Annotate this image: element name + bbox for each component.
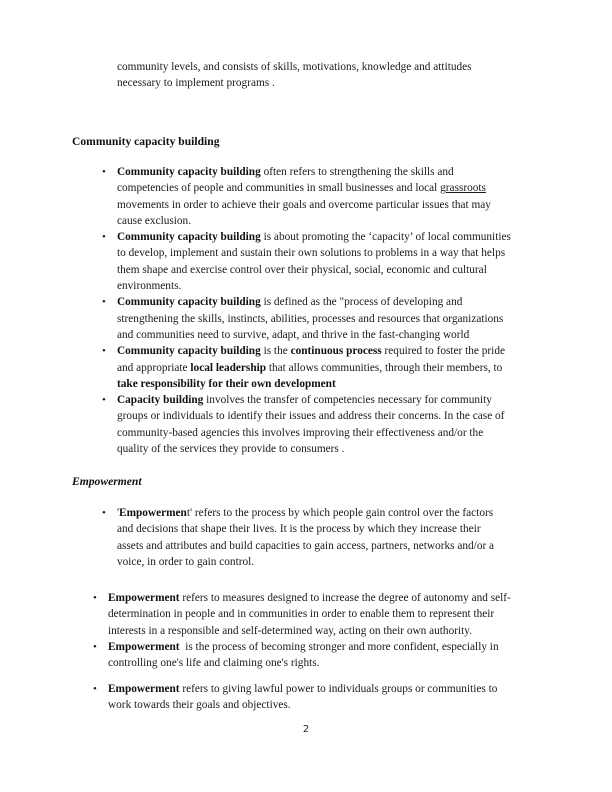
bullet-icon: •	[102, 345, 106, 358]
bold-term: local leadership	[190, 361, 267, 374]
text-line: and communities need to survive, adapt, and thrive in the fast-changing world	[117, 328, 470, 341]
bold-term: Community capacity building	[117, 166, 261, 178]
text-line: community levels, and consists of skills, motivations, knowledge and attitudes	[117, 61, 472, 73]
text-run: involves the transfer of competencies necessary for community	[203, 394, 492, 407]
text-line: quality of the services they provide to consumers .	[117, 443, 345, 456]
bold-term: Empowerment	[108, 592, 180, 604]
list-item	[102, 343, 547, 392]
text-line: determination in people and in communities in order to enable them to represent their	[108, 608, 495, 621]
list-item	[102, 164, 547, 229]
text-line: groups or individuals to identify their issues and address their concerns. In the case of	[117, 410, 505, 423]
list-item	[102, 392, 547, 457]
text-line: interests in a responsible and self-determined way, acting on their own authority.	[108, 624, 473, 637]
text-line	[117, 376, 547, 392]
section-heading-capacity-building: Community capacity building	[72, 135, 220, 148]
text-line: movements in order to achieve their goals and overcome particular issues that may	[117, 198, 491, 211]
bullet-icon: •	[102, 507, 106, 519]
list-item	[93, 639, 548, 672]
bold-term: Community capacity building	[117, 231, 261, 244]
bullet-icon: •	[93, 683, 97, 695]
text-line: and decisions that shape their lives. It is the process by which they increase their	[117, 523, 481, 536]
text-line: necessary to implement programs .	[117, 77, 275, 90]
empowerment-list	[93, 681, 548, 714]
list-item	[102, 294, 547, 343]
bold-term: Empowermen	[119, 507, 187, 519]
text-line	[108, 590, 548, 606]
text-line: work towards their goals and objectives.	[108, 699, 291, 712]
text-line: cause exclusion.	[117, 214, 192, 227]
text-line: environments.	[117, 280, 182, 293]
bold-term: continuous process	[290, 345, 382, 358]
text-line	[117, 180, 547, 196]
text-line: strengthening the skills, instincts, abilities, processes and resources that organizations	[117, 312, 504, 325]
bullet-icon: •	[102, 296, 106, 309]
text-line: to develop, implement and sustain their own solutions to problems in a way that helps	[117, 247, 506, 260]
text-run: competencies of people and communities in small businesses and local	[117, 182, 441, 195]
text-line	[117, 229, 547, 245]
text-run: refers to measures designed to increase the degree of autonomy and self-	[179, 592, 511, 604]
text-run: required to foster the pride	[381, 345, 505, 358]
text-line	[117, 294, 547, 310]
capacity-building-list	[102, 164, 547, 457]
bold-term: take responsibility for their own development	[117, 377, 336, 390]
text-run: '	[117, 507, 120, 519]
text-run: is the	[260, 345, 291, 358]
section-heading-empowerment: Empowerment	[72, 475, 142, 488]
text-line: assets and attributes and build capacities to gain access, partners, networks and/or a	[117, 539, 495, 552]
text-run: t' refers to the process by which people gain control over the factors	[186, 507, 494, 519]
bullet-icon: •	[93, 592, 97, 604]
text-run: is the process of becoming stronger and more confident, especially in	[179, 640, 499, 653]
bullet-icon: •	[102, 166, 106, 178]
text-line	[108, 681, 548, 697]
bold-term: Community capacity building	[117, 296, 261, 309]
text-run: is defined as the "process of developing and	[260, 296, 463, 309]
bold-term: Empowerment	[108, 640, 180, 653]
text-run: that allows communities, through their members, to	[266, 361, 503, 374]
text-run: and appropriate	[117, 361, 191, 374]
text-line	[117, 360, 547, 376]
text-run: is about promoting the ‘capacity’ of local communities	[260, 231, 511, 244]
text-run: often refers to strengthening the skills and	[260, 166, 454, 178]
text-line: controlling one's life and claiming one's rights.	[108, 657, 320, 670]
list-item	[93, 681, 548, 714]
text-line: voice, in order to gain control.	[117, 555, 255, 568]
empowerment-list	[102, 505, 547, 570]
text-line	[108, 639, 548, 655]
text-line	[117, 343, 547, 359]
empowerment-list	[93, 590, 548, 671]
page-number: 2	[302, 724, 310, 735]
list-item	[102, 229, 547, 294]
text-line	[117, 164, 547, 180]
text-line: them shape and exercise control over their physical, social, economic and cultural	[117, 263, 487, 276]
text-run: refers to giving lawful power to individuals groups or communities to	[179, 683, 498, 695]
bullet-icon: •	[93, 640, 97, 653]
text-line: community-based agencies this involves improving their effectiveness and/or the	[117, 426, 484, 439]
bullet-icon: •	[102, 394, 106, 407]
continuation-paragraph	[117, 59, 537, 92]
text-line	[117, 505, 547, 521]
list-item	[93, 590, 548, 639]
text-line	[117, 392, 547, 408]
grassroots-link[interactable]: grassroots	[440, 182, 486, 195]
bold-term: Community capacity building	[117, 345, 261, 358]
bold-term: Empowerment	[108, 683, 180, 695]
bullet-icon: •	[102, 231, 106, 244]
list-item	[102, 505, 547, 570]
bold-term: Capacity building	[117, 394, 204, 407]
